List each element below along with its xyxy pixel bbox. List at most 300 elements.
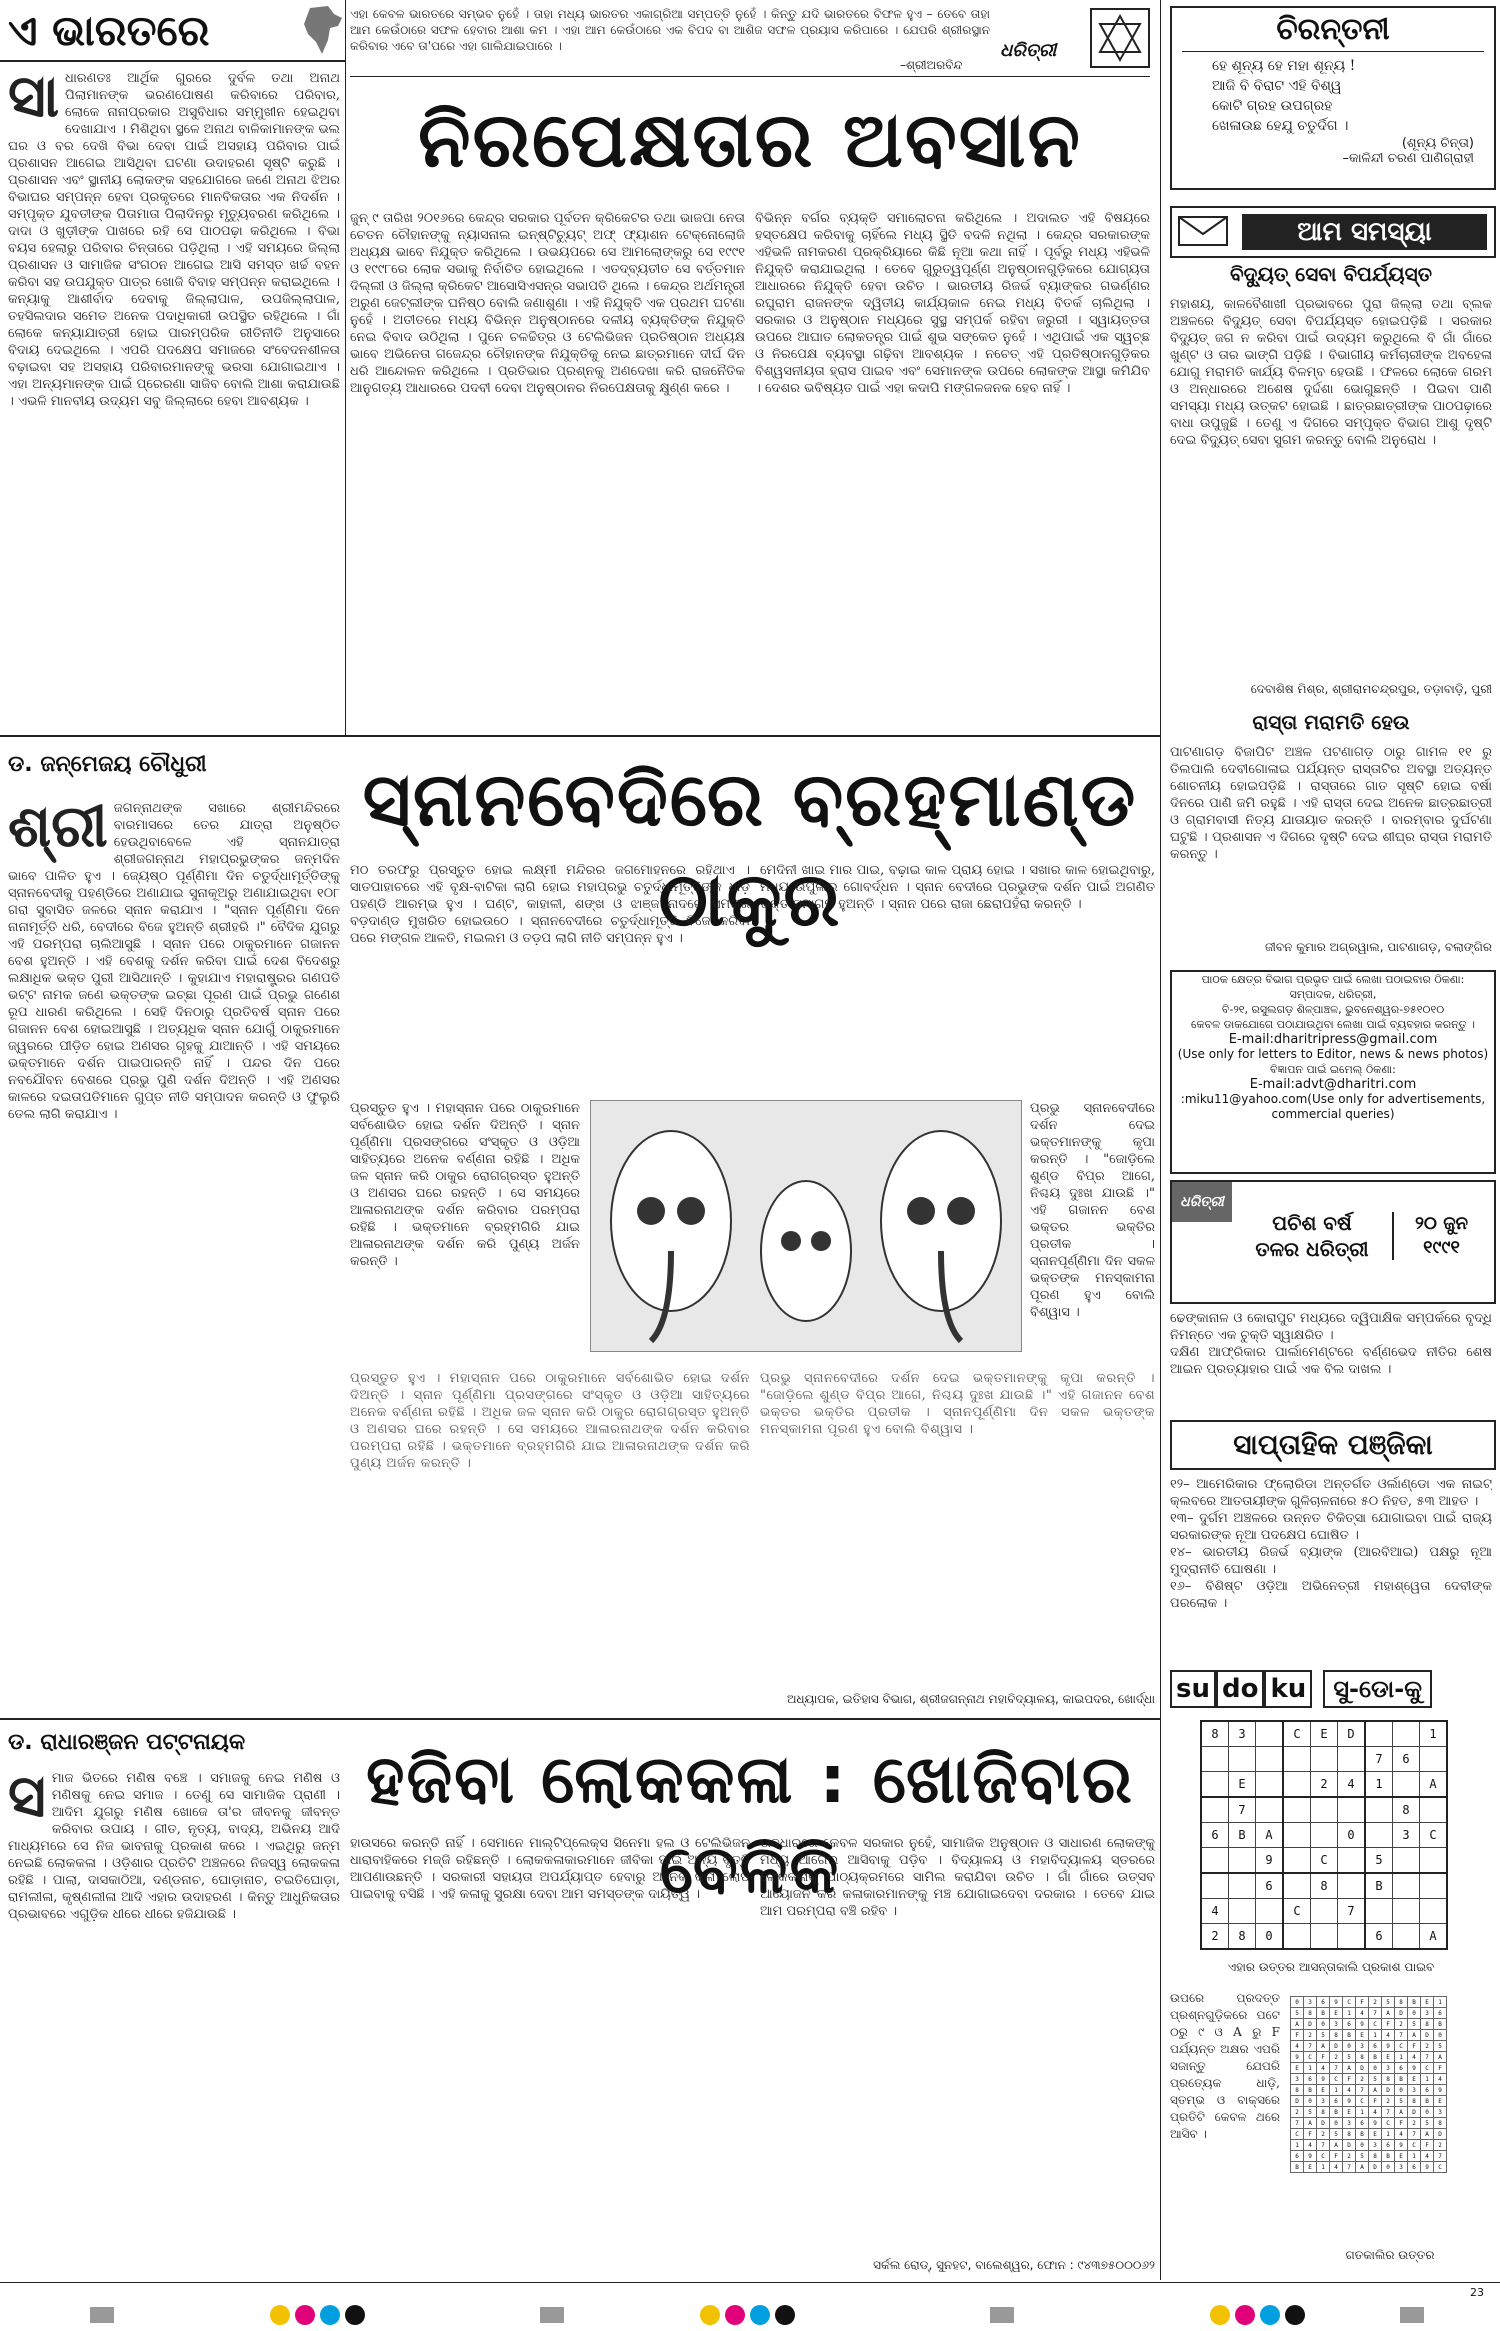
sudoku-cell: 7 [1338, 1899, 1366, 1924]
answer-cell: 5 [1369, 2074, 1382, 2085]
article2-col1: ଶ୍ରୀ ଜଗନ୍ନାଥଙ୍କ ସଖାରେ ଶ୍ରୀମନ୍ଦିରରେ ବାରମାସରେ ତେର ଯାତ୍ରା ଅନୁଷ୍ଠିତ ହେଉଥିବାବେଳେ ଏହି ସ୍ନାନଯାତ୍ରା ଶ୍ରୀଜଗନ୍ନାଥ ମହାପ୍ରଭୁଙ୍କର ଜନ୍ମଦିନ ଭାବେ ପାଳିତ ହୁଏ । ଜ୍ୟେଷ୍ଠ ପୂର୍ଣ୍ଣିମା ଦିନ ଚତୁର୍ଦ୍ଧାମୂର୍ତ୍ତିଙ୍କୁ ସ୍ନାନବେଦୀକୁ ପହଣ୍ଡିରେ ଅଣାଯାଇ ସୁନାକୂଅରୁ ଅଣାଯାଇଥିବା ୧୦୮ ଗରା ସୁବାସିତ ଜଳରେ ସ୍ନାନ କରାଯାଏ । "ସ୍ନାନ ପୂର୍ଣ୍ଣିମା ଦିନେ ନାନାମୂର୍ତ୍ତି ଧରି, ବେଦୀରେ ବିଜେ ହୁଅନ୍ତି ଶ୍ରୀହରି ।" ବୈଦିକ ଯୁଗରୁ ଏହି ପରମ୍ପରା ଚାଲିଆସୁଛି । ସ୍ନାନ ପରେ ଠାକୁରମାନେ ଗଜାନନ ବେଶ ହୁଅନ୍ତି । ଏହି ବେଶକୁ ଦର୍ଶନ କରିବା ପାଇଁ ଦେଶ ବିଦେଶରୁ ଲକ୍ଷାଧିକ ଭକ୍ତ ପୁରୀ ଆସିଥାନ୍ତି । କୁହାଯାଏ ମହାରାଷ୍ଟ୍ରର ଗଣପତି ଭଟ୍ଟ ନାମକ ଜଣେ ଭକ୍ତଙ୍କ ଇଚ୍ଛା ପୂରଣ ପାଇଁ ପ୍ରଭୁ ଗଣେଶ ରୂପ ଧାରଣ କରିଥିଲେ । ସେହି ଦିନଠାରୁ ପ୍ରତିବର୍ଷ ସ୍ନାନ ପରେ ଗଜାନନ ବେଶ ହୋଇଆସୁଛି । ଅତ୍ୟଧିକ ସ୍ନାନ ଯୋଗୁଁ ଠାକୁରମାନେ ଜ୍ୱରରେ ପୀଡ଼ିତ ହୋଇ ଅଣସର ଗୃହକୁ ଯାଆନ୍ତି । ଏହି ସମୟରେ ଭକ୍ତମାନେ ଦର୍ଶନ ପାଇପାରନ୍ତି ନାହିଁ । ପନ୍ଦର ଦିନ ପରେ ନବଯୌବନ ବେଶରେ ପ୍ରଭୁ ପୁଣି ଦର୍ଶନ ଦିଅନ୍ତି । ଏହି ଅଣସର କାଳରେ ଦଇତାପତିମାନେ ଗୁପ୍ତ ନୀତି ସମ୍ପାଦନ କରନ୍ତି ଓ ଫୁଲୁରି ତେଲ ଲାଗି କରାଯାଏ । [8, 800, 340, 1122]
jagannath-deities-image [590, 1100, 1022, 1352]
sudoku-cell [1311, 1797, 1338, 1823]
answer-cell: 3 [1369, 2140, 1382, 2151]
answer-cell: 4 [1408, 2052, 1421, 2063]
article2-headline: ସ୍ନାନବେଦିରେ ବ୍ରହ୍ମାଣ୍ଡ ଠାକୁର [362, 757, 1138, 943]
sudoku-cell [1365, 1721, 1393, 1747]
pachisa-item: ଦକ୍ଷିଣ ଆଫ୍ରିକାର ପାର୍ଲାମେଣ୍ଟରେ ବର୍ଣ୍ଣଭେଦ ନୀତିର ଶେଷ ଆଇନ ପ୍ରତ୍ୟାହାର ପାଇଁ ଏକ ବିଲ ଦାଖଲ । [1170, 1345, 1492, 1377]
answer-cell: B [1434, 2019, 1447, 2030]
reg-dot [700, 2305, 720, 2325]
answer-cell: 1 [1330, 2085, 1343, 2096]
answer-cell: D [1395, 2008, 1408, 2019]
answer-cell: C [1421, 2063, 1434, 2074]
answer-cell: 8 [1408, 2096, 1421, 2107]
answer-cell: 3 [1304, 1997, 1317, 2008]
answer-cell: 4 [1382, 2030, 1395, 2041]
answer-cell: 0 [1330, 2118, 1343, 2129]
answer-cell: 0 [1408, 2008, 1421, 2019]
sudoku-cell: 5 [1365, 1848, 1393, 1874]
panjika-item: ୧୩– ଦୁର୍ଗମ ଅଞ୍ଚଳରେ ଉନ୍ନତ ଚିକିତ୍ସା ଯୋଗାଇବା ପାଇଁ ରାଜ୍ୟ ସରକାରଙ୍କ ନୂଆ ପଦକ୍ଷେପ ଘୋଷିତ । [1170, 1511, 1492, 1543]
contact-line: କେବଳ ଡାକଯୋଗେ ପଠାଯାଉଥିବା ଲେଖା ପାଇଁ ବ୍ୟବହାର କରନ୍ତୁ । [1191, 1018, 1475, 1031]
answer-cell: 1 [1356, 2107, 1369, 2118]
article3-col3: ଉଦ୍ଧାରରେ କେବଳ ସରକାର ନୁହେଁ, ସାମାଜିକ ଅନୁଷ୍ଠାନ ଓ ସାଧାରଣ ଲୋକଙ୍କୁ ମଧ୍ୟ ଆଗେଇ ଆସିବାକୁ ପଡ଼ିବ । ବିଦ୍ୟାଳୟ ଓ ମହାବିଦ୍ୟାଳୟ ସ୍ତରରେ ଲୋକକଳାକୁ ପାଠ୍ୟକ୍ରମରେ ସାମିଲ କରାଯିବା ଉଚିତ । ଗାଁ ଗାଁରେ ଉତ୍ସବ ଆୟୋଜନ କରି କଳାକାରମାନଙ୍କୁ ମଞ୍ଚ ଯୋଗାଇଦେବା ଦରକାର । ତେବେ ଯାଇ ଆମ ପରମ୍ପରା ବଞ୍ଚି ରହିବ । [760, 1836, 1155, 1919]
poem-source: (ଶୂନ୍ୟ ଚିନ୍ତା) [1401, 136, 1474, 151]
sudoku-cell [1229, 1747, 1256, 1772]
dropcap: ସ [8, 1770, 46, 1830]
answer-cell: 8 [1382, 2074, 1395, 2085]
aama-samasya-header: ଆମ ସମସ୍ୟା [1170, 206, 1496, 258]
answer-cell: D [1343, 2140, 1356, 2151]
answer-cell: E [1369, 2129, 1382, 2140]
answer-cell: A [1343, 2063, 1356, 2074]
sudoku-cell: 3 [1393, 1823, 1420, 1848]
answer-cell: 6 [1343, 2019, 1356, 2030]
answer-cell: 3 [1382, 2063, 1395, 2074]
masthead-intro: ଏହା କେବଳ ଭାରତରେ ସମ୍ଭବ ନୁହେଁ । ତାହା ମଧ୍ୟ ଭାରତର ଏକାଗ୍ରିଆ ସମ୍ପତ୍ତି ନୁହେଁ । କିନ୍ତୁ ଯଦି ଭାରତରେ ବିଫଳ ହୁଏ – ତେବେ ତାହା ଆମ କେଉଁଠାରେ ସଫଳ ହେବାର ଆଶା କମ । ଏହା ଆମ କେଉଁଠାରେ ଏକ ବିପଦ ବା ଆଶିଜ ସଫଳ ପ୍ରୟାସ କରିପାରେ । ଯେପରି ଶ୍ରୀରସ୍ଥାନ କରିବାର ଏବେ ତା'ପରେ ଏହା ଗାଲିଯାଇପାରେ । [350, 7, 990, 53]
sudoku-cell [1283, 1924, 1311, 1950]
answer-cell: 8 [1304, 2008, 1317, 2019]
answer-cell: 7 [1343, 2162, 1356, 2173]
answer-cell: C [1408, 2140, 1421, 2151]
sudoku-cell [1393, 1848, 1420, 1874]
answer-cell: C [1382, 2118, 1395, 2129]
answer-cell: C [1330, 2074, 1343, 2085]
answer-cell: B [1421, 2096, 1434, 2107]
answer-cell: D [1408, 2107, 1421, 2118]
answer-cell: 8 [1395, 1997, 1408, 2008]
answer-cell: 0 [1434, 2030, 1447, 2041]
answer-cell: F [1356, 1997, 1369, 2008]
reg-dot [270, 2305, 290, 2325]
answer-cell: 2 [1343, 2151, 1356, 2162]
answer-cell: F [1330, 2151, 1343, 2162]
sudoku-cell [1365, 1797, 1393, 1823]
sudoku-cell: 8 [1229, 1924, 1256, 1950]
sudoku-cell: C [1420, 1823, 1448, 1848]
answer-cell: D [1304, 2019, 1317, 2030]
answer-cell: 7 [1421, 2052, 1434, 2063]
poem-line: ଖେଳାଉଛ ହେଯୁ ଚତୁର୍ଦିଗ । [1212, 118, 1349, 134]
answer-cell: 3 [1317, 2096, 1330, 2107]
answer-cell: F [1408, 2041, 1421, 2052]
reg-dot [320, 2305, 340, 2325]
answer-cell: D [1356, 2063, 1369, 2074]
sudoku-cell [1201, 1747, 1229, 1772]
sudoku-cell: 6 [1365, 1924, 1393, 1950]
answer-cell: C [1434, 2162, 1447, 2173]
answer-cell: B [1369, 2052, 1382, 2063]
yahoo-email-link[interactable]: :miku11@yahoo.com(Use only for advertisements, commercial queries) [1180, 1092, 1486, 1121]
answer-cell: A [1421, 2129, 1434, 2140]
answer-cell: C [1356, 2096, 1369, 2107]
answer-cell: C [1304, 2052, 1317, 2063]
answer-cell: 7 [1408, 2129, 1421, 2140]
answer-cell: 6 [1356, 2118, 1369, 2129]
answer-cell: 4 [1356, 2008, 1369, 2019]
answer-cell: 1 [1408, 2151, 1421, 2162]
sudoku-cell [1256, 1899, 1284, 1924]
answer-cell: E [1421, 1997, 1434, 2008]
reg-dot [1260, 2305, 1280, 2325]
answer-cell: 1 [1317, 2162, 1330, 2173]
sudoku-cell: C [1283, 1899, 1311, 1924]
reg-dot [750, 2305, 770, 2325]
answer-cell: 0 [1317, 2019, 1330, 2030]
answer-cell: B [1408, 1997, 1421, 2008]
sudoku-cell: 6 [1256, 1873, 1284, 1899]
answer-cell: 9 [1408, 2063, 1421, 2074]
answer-cell: 7 [1317, 2140, 1330, 2151]
letter1-headline: ବିଦ୍ୟୁତ୍ ସେବା ବିପର୍ଯ୍ୟସ୍ତ [1230, 262, 1432, 286]
sudoku-cell [1393, 1899, 1420, 1924]
answer-cell: 5 [1356, 2151, 1369, 2162]
answer-cell: 0 [1304, 2096, 1317, 2107]
answer-cell: E [1382, 2052, 1395, 2063]
answer-cell: D [1421, 2030, 1434, 2041]
answer-cell: 6 [1291, 2151, 1304, 2162]
answer-cell: F [1382, 2019, 1395, 2030]
answer-cell: 1 [1343, 2008, 1356, 2019]
sudoku-cell [1311, 1924, 1338, 1950]
answer-cell: D [1434, 2129, 1447, 2140]
answer-cell: 9 [1356, 2019, 1369, 2030]
answer-cell: 2 [1291, 2107, 1304, 2118]
answer-cell: 9 [1291, 2052, 1304, 2063]
answer-cell: 3 [1408, 2085, 1421, 2096]
answer-cell: 4 [1330, 2162, 1343, 2173]
answer-cell: E [1330, 2008, 1343, 2019]
reg-dot [725, 2305, 745, 2325]
sudoku-cell: E [1229, 1772, 1256, 1798]
poem-author: –କାଳିନ୍ଦୀ ଚରଣ ପାଣିଗ୍ରାହୀ [1342, 151, 1474, 166]
answer-cell: 9 [1395, 2140, 1408, 2151]
panjika-items [1170, 1476, 1492, 1656]
letter2-headline: ରାସ୍ତା ମରାମତି ହେଉ [1252, 710, 1410, 734]
sudoku-cell: E [1311, 1721, 1338, 1747]
letter2-body: ପାଟଣାଗଡ଼ ବିଜାପିଟ ଅଞ୍ଚଳ ପଟଣାଗଡ଼ ଠାରୁ ଗାମଳ ୧୧ ରୁ ତିଲପାଲି ଦେବୀଗୋଳାଇ ପର୍ଯ୍ୟନ୍ତ ରାସ୍ତାଟିର ଅବସ୍ଥା ଅତ୍ୟନ୍ତ ଶୋଚନୀୟ ହୋଇପଡ଼ିଛି । ରାସ୍ତାରେ ଗାତ ସୃଷ୍ଟି ହୋଇ ବର୍ଷା ଦିନରେ ପାଣି ଜମି ରହୁଛି । ଏହି ରାସ୍ତା ଦେଇ ଅନେକ ଛାତ୍ରଛାତ୍ରୀ ଓ ଗ୍ରାମବାସୀ ନିତ୍ୟ ଯାତାୟାତ କରନ୍ତି । ବାରମ୍ବାର ଦୁର୍ଘଟଣା ଘଟୁଛି । ପ୍ରଶାସନ ଏ ଦିଗରେ ଦୃଷ୍ଟି ଦେଇ ଶୀଘ୍ର ରାସ୍ତା ମରାମତି କରନ୍ତୁ । [1170, 745, 1492, 862]
sudoku-cell: A [1420, 1772, 1448, 1798]
sudoku-cell [1420, 1848, 1448, 1874]
page-number: 23 [1470, 2286, 1484, 2299]
sudoku-cell: 8 [1201, 1721, 1229, 1747]
answer-cell: 2 [1356, 2074, 1369, 2085]
answer-cell: 9 [1369, 2118, 1382, 2129]
answer-cell: 3 [1343, 2118, 1356, 2129]
answer-cell: 5 [1304, 2107, 1317, 2118]
col1-top-article: ସାଧାରଣତଃ ଆର୍ଥିକ ଗୁରରେ ଦୁର୍ବଳ ତଥା ଅନାଥ ପିଲାମାନଙ୍କ ଭରଣପୋଷଣ କରିବାରେ ପରିବାର, ଲୋକେ ନାନାପ୍ରକାର ଅସୁବିଧାର ସମ୍ମୁଖୀନ ହେଇଥିବା ଦେଖାଯାଏ । ମିଶିଥିବା ସ୍ଥଳେ ଅନାଥ ବାଳିକାମାନଙ୍କ ଭଲ ଘର ଓ ବର ଦେଖି ବିଭା ଦେବା ପାଇଁ ଅସହାୟ ପରିବାର ପାଇଁ ପ୍ରଶାସନ ଆଗେଇ ଆସିଥିବା ଘଟଣା ଉଦାହରଣ ସୃଷ୍ଟି କରୁଛି । ପ୍ରଶାସନ ଏବଂ ସ୍ଥାନୀୟ ଲୋକଙ୍କ ସହଯୋଗରେ ଜଣେ ଅନାଥ ଝିଅର ବିଭାଘର ସମ୍ପନ୍ନ ହେବା ପ୍ରକୃତରେ ମାନବିକତାର ଏକ ନିଦର୍ଶନ । ସମ୍ପୃକ୍ତ ଯୁବତୀଙ୍କ ପିତାମାତା ପିଲାଦିନରୁ ମୃତ୍ୟୁବରଣ କରିଥିଲେ । ଦାଦା ଓ ଖୁଡ଼ୀଙ୍କ ପାଖରେ ରହି ସେ ପାଠପଢ଼ା କରିଥିଲେ । ବିଭା ବୟସ ହେଲାରୁ ପରିବାର ଚିନ୍ତାରେ ପଡ଼ିଥିଲା । ଏହି ସମୟରେ ଜିଲ୍ଲା ପ୍ରଶାସନ ଓ ସାମାଜିକ ସଂଗଠନ ଆଗେଇ ଆସି ସମସ୍ତ ଖର୍ଚ୍ଚ ବହନ କରିବା ସହ ଉପଯୁକ୍ତ ପାତ୍ର ଖୋଜି ବିବାହ ସମ୍ପନ୍ନ କରାଇଥିଲେ । କନ୍ୟାକୁ ଆଶୀର୍ବାଦ ଦେବାକୁ ଜିଲ୍ଲାପାଳ, ଉପଜିଲ୍ଲାପାଳ, ତହସିଲଦାର ସମେତ ଅନେକ ପଦାଧିକାରୀ ଉପସ୍ଥିତ ରହିଥିଲେ । ଗାଁ ଲୋକେ କନ୍ୟାଯାତ୍ରୀ ହୋଇ ପାରମ୍ପରିକ ରୀତିନୀତି ଅନୁସାରେ ବିଦାୟ ଦେଇଥିଲେ । ଏପରି ପଦକ୍ଷେପ ସମାଜରେ ସଂବେଦନଶୀଳତା ବଢ଼ାଇବା ସହ ଅସହାୟ ପରିବାରମାନଙ୍କୁ ଭରସା ଯୋଗାଇଥାଏ । ଏହା ଅନ୍ୟମାନଙ୍କ ପାଇଁ ପ୍ରେରଣା ସାଜିବ ବୋଲି ଆଶା କରାଯାଉଛି । ଏଭଳି ମାନବୀୟ ଉଦ୍ୟମ ସବୁ ଜିଲ୍ଲାରେ ହେବା ଆବଶ୍ୟକ । [8, 70, 340, 409]
answer-cell: 3 [1330, 2019, 1343, 2030]
answer-cell: F [1304, 2129, 1317, 2140]
article3-col1: ସମାଜ ଭିତରେ ମଣିଷ ବଞ୍ଚେ । ସମାଜକୁ ନେଇ ମଣିଷ ଓ ମଣିଷକୁ ନେଇ ସମାଜ । ତେଣୁ ସେ ସାମାଜିକ ପ୍ରାଣୀ । ଆଦିମ ଯୁଗରୁ ମଣିଷ ଖୋଜେ ତା'ର ଜୀବନକୁ ଜୀବନ୍ତ କରିବାର ଉପାୟ । ଗୀତ, ନୃତ୍ୟ, ବାଦ୍ୟ, ଅଭିନୟ ଆଦି ମାଧ୍ୟମରେ ସେ ନିଜ ଭାବନାକୁ ପ୍ରକାଶ କରେ । ଏଇଥିରୁ ଜନ୍ମ ନେଇଛି ଲୋକକଳା । ଓଡ଼ିଶାର ପ୍ରତିଟି ଅଞ୍ଚଳରେ ନିଜସ୍ୱ ଲୋକକଳା ରହିଛି । ପାଲା, ଦାସକାଠିଆ, ଦଣ୍ଡନାଚ, ଘୋଡ଼ାନାଚ, ଚଇତିଘୋଡ଼ା, ରାମଲୀଳା, କୃଷ୍ଣଲୀଳା ଆଦି ଏହାର ଉଦାହରଣ । କିନ୍ତୁ ଆଧୁନିକତାର ପ୍ରଭାବରେ ଏଗୁଡ଼ିକ ଧୀରେ ଧୀରେ ହଜିଯାଉଛି । [8, 1770, 340, 1922]
article2-col3: ମେଦିନୀ ଖାଇ ମାର ପାଇ, ବଢ଼ାଇ କାଳ ପ୍ରାୟ ହୋଇ । ସଖାର କାଳ ହୋଇଥିବାରୁ, ମଧ୍ୟ ଉପୁଲିଲ ଗୋବର୍ଦ୍ଧନ । ସ୍ନାନ ବେଦୀରେ ପ୍ରଭୁଙ୍କ ଦର୍ଶନ ପାଇଁ ଅଗଣିତ ଭକ୍ତ ସମାଗମ ହୁଅନ୍ତି । ସ୍ନାନ ପରେ ରାଜା ଛେରାପହଁରା କରନ୍ତି । [760, 863, 1155, 912]
answer-cell: E [1356, 2030, 1369, 2041]
answer-cell: 6 [1395, 2063, 1408, 2074]
sudoku-cell [1365, 1899, 1393, 1924]
sudoku-cell: 0 [1256, 1924, 1284, 1950]
answer-cell: 5 [1317, 2030, 1330, 2041]
answer-cell: F [1317, 2052, 1330, 2063]
answer-cell: 0 [1382, 2162, 1395, 2173]
article3-byline: ଡ. ରାଧାରଞ୍ଜନ ପଟ୍ଟନାୟକ [8, 1730, 246, 1755]
article3-col2: ହାଉସରେ କରନ୍ତି ନାହିଁ । ସେମାନେ ମାଲ୍ଟିପ୍ଲେକ୍ସ ସିନେମା ହଲ ଓ ଟେଲିଭିଜନ ଧାରାବାହିକରେ ମଜ୍ଜି ରହିଛନ୍ତି । ଲୋକକଳାକାରମାନେ ଜୀବିକା ପାଇଁ ଅନ୍ୟ ବୃତ୍ତି ଆପଣାଉଛନ୍ତି । ସରକାରୀ ସହାୟତା ଅପର୍ଯ୍ୟାପ୍ତ ହେବାରୁ ଅନେକ କଳା ଲୋପ ପାଇବାକୁ ବସିଛି । ଏହି କଳାକୁ ସୁରକ୍ଷା ଦେବା ଆମ ସମସ୍ତଙ୍କ ଦାୟିତ୍ୱ । [350, 1836, 750, 1902]
sudoku-cell: 7 [1229, 1797, 1256, 1823]
pachisa-logo: ଧରିତ୍ରୀ [1172, 1182, 1232, 1222]
answer-cell: D [1369, 2162, 1382, 2173]
answer-cell: B [1395, 2074, 1408, 2085]
answer-cell: 2 [1421, 2041, 1434, 2052]
sudoku-cell: D [1338, 1721, 1366, 1747]
answer-cell: 4 [1395, 2129, 1408, 2140]
sudoku-cell [1338, 1873, 1366, 1899]
sudoku-cell: 1 [1365, 1772, 1393, 1798]
answer-cell: 7 [1369, 2008, 1382, 2019]
answer-cell: 5 [1343, 2052, 1356, 2063]
panjika-item: ୧୬– ବିଶିଷ୍ଟ ଓଡ଼ିଆ ଅଭିନେତ୍ରୀ ମହାଶ୍ୱେତା ଦେବୀଙ୍କ ପରଲୋକ । [1170, 1579, 1492, 1611]
reg-bar [540, 2307, 564, 2323]
sudoku-cell [1256, 1747, 1284, 1772]
answer-cell: 0 [1395, 2085, 1408, 2096]
answer-cell: C [1317, 2151, 1330, 2162]
answer-cell: 7 [1330, 2063, 1343, 2074]
answer-cell: E [1343, 2107, 1356, 2118]
poem-line: କୋଟି ଗ୍ରହ ଉପଗ୍ରହ [1212, 98, 1333, 114]
sudoku-cell: 1 [1420, 1721, 1448, 1747]
article3-credit: ସର୍କଲ ରୋଡ୍, ସୁନହଟ, ବାଲେଶ୍ୱର, ଫୋନ : ୯୪୩୭୫୦୦୦୬୨ [873, 2258, 1155, 2272]
answer-cell: C [1291, 2129, 1304, 2140]
answer-cell: 5 [1421, 2118, 1434, 2129]
answer-cell: D [1317, 2118, 1330, 2129]
sudoku-cell: 6 [1201, 1823, 1229, 1848]
sudoku-cell [1311, 1747, 1338, 1772]
sudoku-cell [1338, 1848, 1366, 1874]
answer-cell: 9 [1317, 2074, 1330, 2085]
pachisa-items [1170, 1310, 1492, 1400]
answer-cell: 8 [1434, 2118, 1447, 2129]
panjika-item: ୧୨– ଆମେରିକାର ଫ୍ଲୋରିଡା ଅନ୍ତର୍ଗତ ଓର୍ଲାଣ୍ଡୋ ଏକ ନାଇଟ୍ କ୍ଲବରେ ଆତତାୟୀଙ୍କ ଗୁଳିଚାଳନାରେ ୫୦ ନିହତ, ୫୩ ଆହତ । [1170, 1477, 1492, 1509]
masthead-title: ଏ ଭାରତରେ [8, 6, 210, 55]
sudoku-cell [1256, 1797, 1284, 1823]
sudoku-cell: C [1311, 1848, 1338, 1874]
answer-cell: 8 [1343, 2129, 1356, 2140]
answer-cell: 1 [1382, 2129, 1395, 2140]
answer-cell: 3 [1434, 2107, 1447, 2118]
answer-cell: A [1304, 2118, 1317, 2129]
answer-cell: A [1395, 2107, 1408, 2118]
answer-cell: 1 [1304, 2063, 1317, 2074]
answer-cell: 9 [1304, 2151, 1317, 2162]
sudoku-cell: 7 [1365, 1747, 1393, 1772]
reg-dot [775, 2305, 795, 2325]
answer-cell: 0 [1291, 1997, 1304, 2008]
answer-cell: 9 [1330, 1997, 1343, 2008]
sudoku-cell: 9 [1256, 1848, 1284, 1874]
answer-cell: 4 [1317, 2063, 1330, 2074]
advt-email-link[interactable]: E-mail:advt@dharitri.com [1249, 1077, 1417, 1092]
answer-cell: 8 [1317, 2107, 1330, 2118]
answer-cell: B [1330, 2107, 1343, 2118]
answer-cell: D [1330, 2041, 1343, 2052]
sudoku-cell [1338, 1797, 1366, 1823]
contact-line: ସମ୍ପାଦକ, ଧରିତ୍ରୀ, [1289, 988, 1377, 1001]
answer-cell: 6 [1434, 2008, 1447, 2019]
answer-cell: 6 [1369, 2041, 1382, 2052]
sudoku-cell [1256, 1721, 1284, 1747]
sudoku-cell [1393, 1873, 1420, 1899]
answer-cell: 5 [1408, 2019, 1421, 2030]
sudoku-cell [1283, 1797, 1311, 1823]
reg-dot [345, 2305, 365, 2325]
intro-credit: –ଶ୍ରୀଅରବିନ୍ଦ [900, 58, 963, 72]
answer-cell: 5 [1291, 2008, 1304, 2019]
sudoku-cell: C [1283, 1721, 1311, 1747]
sudoku-cell: 2 [1311, 1772, 1338, 1798]
answer-cell: 8 [1369, 2151, 1382, 2162]
sudoku-cell [1420, 1873, 1448, 1899]
pachisa-date: ୨୦ ଜୁନ ୧୯୯୧ [1392, 1212, 1489, 1260]
sudoku-rules: ଉପରେ ପ୍ରଦତ୍ତ ପ୍ରଶ୍ନଗୁଡ଼ିକରେ ପଟେ ୦ରୁ ୯ ଓ A ରୁ F ପର୍ଯ୍ୟନ୍ତ ଅକ୍ଷର ଏପରି ସଜାନ୍ତୁ ଯେପରି ପ୍ରତ୍ୟେକ ଧାଡ଼ି, ସ୍ତମ୍ଭ ଓ ବାକ୍ସରେ ପ୍ରତିଟି କେବଳ ଥରେ ଆସିବ । [1170, 1991, 1280, 2141]
answer-cell: 2 [1395, 2019, 1408, 2030]
sudoku-prev-label: ଗତକାଲିର ଉତ୍ତର [1345, 2248, 1435, 2262]
sudoku-cell [1311, 1899, 1338, 1924]
answer-cell: B [1291, 2162, 1304, 2173]
sudoku-cell [1338, 1924, 1366, 1950]
answer-cell: 6 [1317, 1997, 1330, 2008]
answer-cell: D [1291, 2096, 1304, 2107]
answer-cell: 0 [1343, 2041, 1356, 2052]
answer-cell: E [1434, 2096, 1447, 2107]
answer-cell: 1 [1395, 2052, 1408, 2063]
reg-bar [90, 2307, 114, 2323]
article2-credit: ଅଧ୍ୟାପକ, ଇତିହାସ ବିଭାଗ, ଶ୍ରୀଜଗନ୍ନାଥ ମହାବିଦ୍ୟାଳୟ, କାଇପଦର, ଖୋର୍ଦ୍ଧା [786, 1692, 1155, 1706]
sudoku-cell [1311, 1823, 1338, 1848]
answer-cell: A [1356, 2162, 1369, 2173]
contact-box [1170, 970, 1496, 1174]
sudoku-grid [1200, 1720, 1448, 1950]
reg-dot [1285, 2305, 1305, 2325]
answer-cell: E [1304, 2162, 1317, 2173]
answer-cell: 8 [1421, 2019, 1434, 2030]
sudoku-cell: 2 [1201, 1924, 1229, 1950]
editor-email-link[interactable]: E-mail:dharitripress@gmail.com [1228, 1032, 1438, 1047]
editorial-headline: ନିରପେକ୍ଷତାର ଅବସାନ [418, 95, 1082, 184]
chirantani-title: ଚିରନ୍ତନୀ [1276, 12, 1390, 47]
answer-cell: C [1343, 1997, 1356, 2008]
answer-cell: 4 [1343, 2085, 1356, 2096]
reg-bar [990, 2307, 1014, 2323]
sudoku-cell: 3 [1229, 1721, 1256, 1747]
answer-cell: 0 [1356, 2140, 1369, 2151]
answer-cell: 6 [1421, 2085, 1434, 2096]
answer-cell: 7 [1356, 2085, 1369, 2096]
answer-cell: C [1369, 2019, 1382, 2030]
answer-cell: 4 [1291, 2041, 1304, 2052]
answer-cell: A [1317, 2041, 1330, 2052]
answer-cell: 8 [1330, 2030, 1343, 2041]
answer-cell: 2 [1434, 2140, 1447, 2151]
star-emblem-icon [1090, 8, 1150, 68]
india-map-icon [300, 4, 346, 58]
letter1-sign: ଦେବାଶିଷ ମିଶ୍ର, ଶ୍ରୀରାମଚନ୍ଦ୍ରପୁର, ତଡ଼ାବାଡ଼ି, ପୁରୀ [1250, 682, 1492, 696]
sudoku-header [1170, 1670, 1492, 1710]
sudoku-cell [1365, 1823, 1393, 1848]
sudoku-cell [1283, 1848, 1311, 1874]
sudoku-cell: 4 [1338, 1772, 1366, 1798]
letter2-sign: ଜୀବନ କୁମାର ଅଗ୍ରୱାଲ, ପାଟଣାଗଡ଼, ବଲାଙ୍ଗିର [1265, 940, 1492, 954]
answer-cell: F [1343, 2074, 1356, 2085]
sudoku-cell: 6 [1393, 1747, 1420, 1772]
pachisa-item: ଢେଙ୍କାନାଳ ଓ କୋରାପୁଟ ମଧ୍ୟରେ ଦ୍ୱିପାକ୍ଷିକ ସମ୍ପର୍କରେ ବୃଦ୍ଧି ନିମନ୍ତେ ଏକ ଚୁକ୍ତି ସ୍ୱାକ୍ଷରିତ । [1170, 1311, 1492, 1343]
sudoku-cell: 4 [1201, 1899, 1229, 1924]
poem-line: ଆଜି ବି ବିରାଟ ଏହି ବିଶ୍ୱ [1212, 78, 1342, 94]
sudoku-cell: 8 [1393, 1797, 1420, 1823]
sudoku-cell [1283, 1873, 1311, 1899]
sudoku-cell: B [1229, 1823, 1256, 1848]
answer-cell: 9 [1343, 2096, 1356, 2107]
panjika-item: ୧୪– ଭାରତୀୟ ରିଜର୍ଭ ବ୍ୟାଙ୍କ (ଆରବିଆଇ) ପକ୍ଷରୁ ନୂଆ ମୁଦ୍ରାନୀତି ଘୋଷଣା । [1170, 1545, 1492, 1577]
sudoku-cell [1393, 1924, 1420, 1950]
sudoku-cell [1283, 1823, 1311, 1848]
reg-dot [1210, 2305, 1230, 2325]
answer-cell: B [1317, 2008, 1330, 2019]
answer-cell: 6 [1408, 2162, 1421, 2173]
dropcap: ଶ୍ରୀ [8, 800, 108, 860]
answer-cell: B [1304, 2085, 1317, 2096]
sudoku-cell: A [1420, 1924, 1448, 1950]
contact-line: ପାଠକ କ୍ଷେତ୍ର ବିଭାଗ ପ୍ରଭୃତ ପାଇଁ ଲେଖା ପଠାଇବାର ଠିକଣା: [1201, 973, 1465, 986]
sudoku-ku: ku [1264, 1670, 1312, 1708]
answer-cell: B [1343, 2030, 1356, 2041]
answer-cell: E [1395, 2151, 1408, 2162]
contact-line: ବି-୨୧, ରସୁଲଗଡ଼ ଶିଳ୍ପାଞ୍ଚଳ, ଭୁବନେଶ୍ୱର-୭୫୧୦୧୦ [1221, 1003, 1445, 1016]
editorial-col1: ଜୁନ୍ ୯ ତାରିଖ ୨୦୧୬ରେ କେନ୍ଦ୍ର ସରକାର ପୂର୍ବତନ କ୍ରିକେଟର ତଥା ଭାଜପା ନେତା ଚେତନ ଚୌହାନଙ୍କୁ ନ୍ୟାସନାଲ ଇନ୍‌ଷ୍ଟିଚ୍ୟୁଟ୍ ଅଫ୍ ଫ୍ୟାଶନ ଟେକ୍ନୋଲୋଜି ଅଧ୍ୟକ୍ଷ ଭାବେ ନିଯୁକ୍ତ କରିଥିଲେ । ଉଭୟପରେ ସେ ଆମଲୋଙ୍କରୁ ସେ ୧୯୯୧ ଓ ୧୯୯୮ରେ ଲୋକ ସଭାକୁ ନିର୍ବାଚିତ ହୋଇଥିଲେ । ଏତଦ୍‌ବ୍ୟତୀତ ସେ ବର୍ତ୍ତମାନ ଦିଲ୍ଲୀ ଓ ଜିଲ୍ଲା କ୍ରିକେଟ ଆସୋସିଏସନ୍‌ର ସଭାପତି ଥିଲେ । କେନ୍ଦ୍ର ଅର୍ଥମନ୍ତ୍ରୀ ଅରୁଣ ଜେଟ୍‌ଲୀଙ୍କ ଘନିଷ୍ଠ ବୋଲି ଜଣାଶୁଣା । ଏହି ନିଯୁକ୍ତି ଏକ ପ୍ରଥମ ଘଟଣା ନୁହେଁ । ଅତୀତରେ ମଧ୍ୟ ବିଭିନ୍ନ ଅନୁଷ୍ଠାନରେ ଦଳୀୟ ବ୍ୟକ୍ତିଙ୍କ ନିଯୁକ୍ତି ନେଇ ବିବାଦ ଉଠିଥିଲା । ପୁନେ ଚଳଚ୍ଚିତ୍ର ଓ ଟେଲିଭିଜନ ପ୍ରତିଷ୍ଠାନ ଅଧ୍ୟକ୍ଷ ଭାବେ ଅଭିନେତା ଗଜେନ୍ଦ୍ର ଚୌହାନଙ୍କ ନିଯୁକ୍ତିକୁ ନେଇ ଛାତ୍ରମାନେ ଦୀର୍ଘ ଦିନ ଧରି ଆନ୍ଦୋଳନ କରିଥିଲେ । ପ୍ରତିଭାର ପ୍ରଶ୍ନକୁ ଅଣଦେଖା କରି ରାଜନୈତିକ ଆନୁଗତ୍ୟ ଆଧାରରେ ପଦବୀ ଦେବା ଅନୁଷ୍ଠାନର ନିରପେକ୍ଷତାକୁ କ୍ଷୁଣ୍ଣ କରେ । [350, 211, 745, 396]
chirantani-box [1170, 6, 1496, 190]
sudoku-cell [1201, 1848, 1229, 1874]
reg-dot [295, 2305, 315, 2325]
answer-cell: 5 [1395, 2096, 1408, 2107]
reg-dot [1235, 2305, 1255, 2325]
sudoku-odia-label: ସୁ-ଡୋ-କୁ [1323, 1670, 1432, 1708]
answer-cell: 0 [1369, 2063, 1382, 2074]
sudoku-cell [1201, 1873, 1229, 1899]
answer-cell: E [1317, 2085, 1330, 2096]
answer-cell: 9 [1382, 2041, 1395, 2052]
sudoku-cell: A [1256, 1823, 1284, 1848]
answer-cell: F [1291, 2030, 1304, 2041]
answer-cell: 3 [1291, 2074, 1304, 2085]
answer-cell: C [1395, 2041, 1408, 2052]
article2-col2b: ପ୍ରସ୍ତୁତ ହୁଏ । ମହାସ୍ନାନ ପରେ ଠାକୁରମାନେ ସର୍ବଶୋଭିତ ହୋଇ ଦର୍ଶନ ଦିଅନ୍ତି । ସ୍ନାନ ପୂର୍ଣ୍ଣିମା ପ୍ରସଙ୍ଗରେ ସଂସ୍କୃତ ଓ ଓଡ଼ିଆ ସାହିତ୍ୟରେ ଅନେକ ବର୍ଣ୍ଣନା ରହିଛି । ଅଧିକ ଜଳ ସ୍ନାନ କରି ଠାକୁର ରୋଗଗ୍ରସ୍ତ ହୁଅନ୍ତି ଓ ଅଣସର ଘରେ ରହନ୍ତି । ସେ ସମୟରେ ଆଳାରନାଥଙ୍କ ଦର୍ଶନ କରିବାର ପରମ୍ପରା ରହିଛି । ଭକ୍ତମାନେ ବ୍ରହ୍ମଗିରି ଯାଇ ଆଳାରନାଥଙ୍କ ଦର୍ଶନ କରି ପୁଣ୍ୟ ଅର୍ଜନ କରନ୍ତି । [350, 1101, 580, 1269]
article2-col3b: ପ୍ରଭୁ ସ୍ନାନବେଦୀରେ ଦର୍ଶନ ଦେଇ ଭକ୍ତମାନଙ୍କୁ କୃପା କରନ୍ତି । "ଜୋଡ଼ିଲେ ଶୁଣ୍ଡ ବିପ୍ର ଆଗେ, ନିଶ୍ଚୟ ଦୁଃଖ ଯାଉଛି ।" ଏହି ଗଜାନନ ବେଶ ଭକ୍ତର ଭକ୍ତିର ପ୍ରତୀକ । ସ୍ନାନପୂର୍ଣ୍ଣିମା ଦିନ ସକଳ ଭକ୍ତଙ୍କ ମନସ୍କାମନା ପୂରଣ ହୁଏ ବୋଲି ବିଶ୍ୱାସ । [1030, 1101, 1155, 1320]
answer-cell: 4 [1434, 2074, 1447, 2085]
answer-cell: 7 [1304, 2041, 1317, 2052]
sudoku-cell [1229, 1899, 1256, 1924]
answer-cell: F [1421, 2140, 1434, 2151]
answer-cell: 7 [1382, 2107, 1395, 2118]
article2-col2: ମଠ ତରଫରୁ ପ୍ରସ୍ତୁତ ହୋଇ ଲକ୍ଷ୍ମୀ ମନ୍ଦିରର ଜଗମୋହନରେ ରହିଥାଏ । ସାତପାହାଚରେ ଏହି ବୃକ୍ଷ-ବାଟିକା ଲାଗି ହୋଇ ମହାପ୍ରଭୁ ଚତୁର୍ଦ୍ଧାମୂର୍ତ୍ତିଙ୍କ ଧାଡ଼ି ପହଣ୍ଡି ଆରମ୍ଭ ହୁଏ । ଘଣ୍ଟ, କାହାଳୀ, ଶଙ୍ଖ ଓ ଝାଞ୍ଜ ନାଦରେ ସମଗ୍ର ବଡ଼ଦାଣ୍ଡ ମୁଖରିତ ହୋଇଉଠେ । ସ୍ନାନବେଦୀରେ ଚତୁର୍ଦ୍ଧାମୂର୍ତ୍ତି ବିଜେ କରିବା ପରେ ମଙ୍ଗଳ ଆଳତି, ମଇଲମ ଓ ତଡ଼ପ ଲାଗି ନୀତି ସମ୍ପନ୍ନ ହୁଏ । [350, 863, 750, 946]
sudoku-cell [1283, 1747, 1311, 1772]
contact-note: (Use only for letters to Editor, news & news photos) [1177, 1047, 1489, 1061]
sudoku-cell [1229, 1873, 1256, 1899]
answer-cell: 8 [1291, 2085, 1304, 2096]
answer-cell: 2 [1317, 2129, 1330, 2140]
answer-cell: 3 [1356, 2041, 1369, 2052]
answer-cell: 1 [1434, 1997, 1447, 2008]
sudoku-cell [1256, 1772, 1284, 1798]
answer-cell: 2 [1382, 2096, 1395, 2107]
reg-bar [1400, 2307, 1424, 2323]
answer-cell: 7 [1395, 2030, 1408, 2041]
